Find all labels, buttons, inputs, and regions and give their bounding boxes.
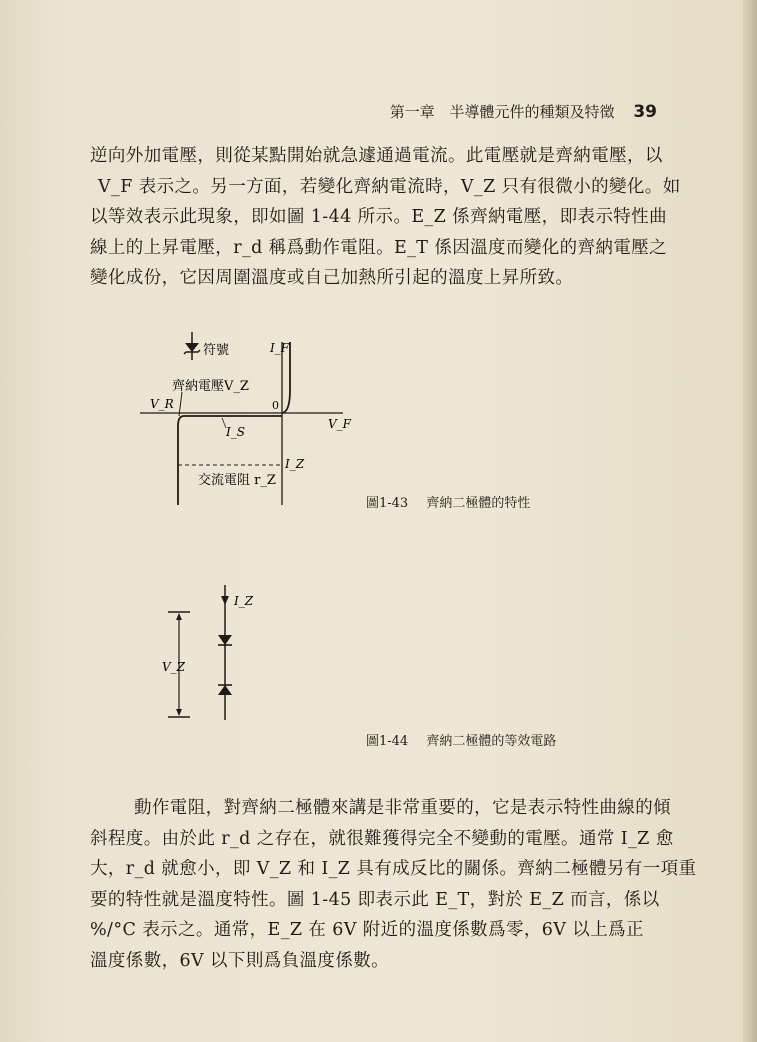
iz-current-label: I_Z: [234, 594, 254, 608]
caption-number: 圖1-44: [366, 734, 409, 749]
zener-voltage-label: 齊納電壓V_Z: [172, 379, 249, 394]
text-line: 動作電阻，對齊納二極體來講是非常重要的，它是表示特性曲線的傾: [134, 798, 671, 818]
chapter-label: 第一章: [389, 103, 435, 121]
text-line: 線上的上昇電壓，r_d 稱爲動作電阻。E_T 係因溫度而變化的齊納電壓之: [90, 237, 668, 258]
text-line: %/°C 表示之。通常，E_Z 在 6V 附近的溫度係數爲零，6V 以上爲正: [90, 920, 644, 940]
axis-if-label: I_F: [270, 341, 290, 355]
text-line: 溫度係數，6V 以下則爲負溫度係數。: [90, 950, 390, 971]
zener-symbol-icon: [185, 343, 199, 352]
paragraph-2: [90, 793, 697, 976]
figure-1-44-caption: [366, 730, 556, 749]
running-header: [390, 101, 657, 122]
ac-resistance-label: 交流電阻 r_Z: [198, 473, 276, 488]
text-line: V_F 表示之。另一方面，若變化齊納電流時，V_Z 只有很微小的變化。如: [98, 176, 681, 197]
figure-1-43: [140, 330, 370, 515]
paragraph-1: [90, 141, 681, 294]
symbol-label: 符號: [203, 343, 230, 358]
label-iz: I_Z: [285, 457, 305, 471]
caption-text: 齊納二極體的特性: [426, 496, 531, 511]
caption-text: 齊納二極體的等效電路: [426, 734, 557, 749]
is-pointer: [222, 418, 226, 428]
vz-arrow-down-icon: [176, 709, 182, 716]
text-line: 斜程度。由於此 r_d 之存在，就很難獲得完全不變動的電壓。通常 I_Z 愈: [90, 828, 674, 849]
label-is: I_S: [226, 425, 245, 439]
text-line: 逆向外加電壓，則從某點開始就急遽通過電流。此電壓就是齊納電壓，以: [90, 146, 663, 166]
diode-up-icon: [218, 685, 232, 695]
figure-1-43-caption: [366, 492, 530, 511]
diode-down-icon: [218, 635, 232, 645]
caption-number: 圖1-43: [366, 496, 409, 511]
text-line: 以等效表示此現象，即如圖 1-44 所示。E_Z 係齊納電壓，即表示特性曲: [90, 207, 667, 227]
vz-label: V_Z: [162, 660, 186, 674]
current-arrow-icon: [221, 596, 229, 605]
text-line: 變化成份，它因周圍溫度或自己加熱所引起的溫度上昇所致。: [90, 268, 574, 288]
page-edge: [743, 0, 757, 1042]
axis-vf-label: V_F: [328, 417, 351, 431]
axis-vr-label: V_R: [150, 397, 174, 411]
page-number: 39: [633, 102, 657, 122]
text-line: 要的特性就是溫度特性。圖 1-45 即表示此 E_T，對於 E_Z 而言，係以: [90, 889, 660, 910]
chapter-title: 半導體元件的種類及特徵: [449, 103, 615, 121]
text-line: 大，r_d 就愈小，即 V_Z 和 I_Z 具有成反比的關係。齊納二極體另有一項重: [90, 859, 697, 879]
figure-1-44: [160, 585, 270, 725]
vz-arrow-up-icon: [176, 613, 182, 620]
origin-label: 0: [272, 399, 279, 412]
